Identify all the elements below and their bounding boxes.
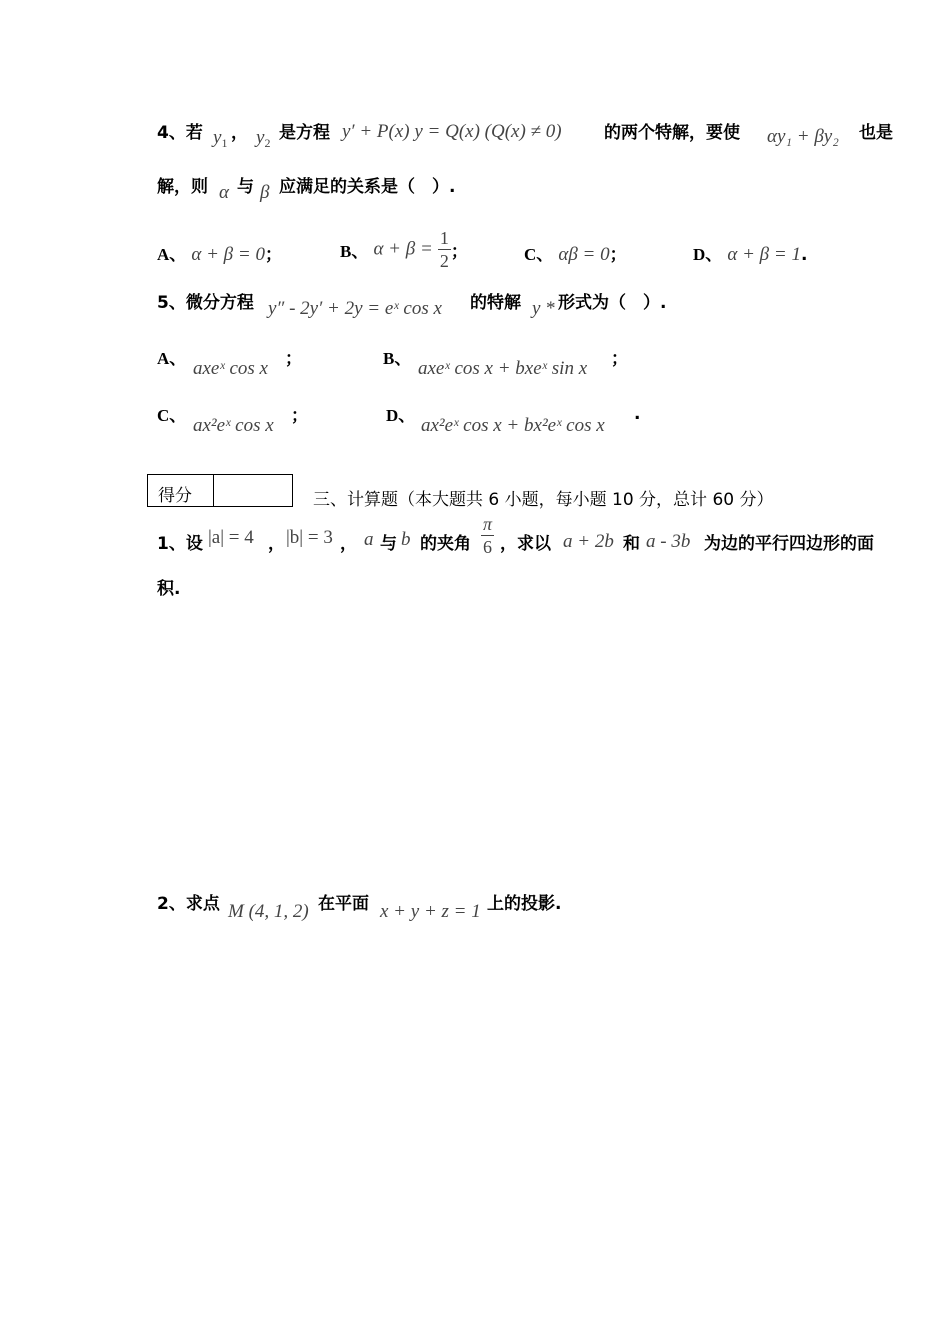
p2-suffix: 上的投影. (487, 894, 562, 914)
q5-option-d-label: D、 (386, 406, 416, 425)
p1-angle-fraction: $\frac{\pi}{6}$ (483, 514, 493, 557)
q4-y1: $y_1$ (213, 127, 228, 150)
q5-prefix: 5、微分方程 (157, 293, 254, 313)
q4-combo: αy₁ + βy₂ (767, 126, 839, 147)
p1-prefix: 1、设 (157, 534, 203, 554)
q4-line2-suffix: 应满足的关系是（ ）. (279, 177, 456, 197)
q4-equation: y′ + P(x) y = Q(x) (Q(x) ≠ 0) (342, 121, 562, 142)
q4-line2-prefix: 解，则 (157, 177, 208, 197)
p1-comma1: ， (268, 534, 285, 554)
p2-mid: 在平面 (318, 894, 369, 914)
q5-option-a-expr: axeˣ cos x (193, 358, 268, 379)
section-3-title: 三、计算题（本大题共 6 小题，每小题 10 分，总计 60 分） (313, 490, 774, 510)
q5-option-b-label: B、 (383, 349, 412, 368)
q4-option-a: A、 α + β = 0； (157, 244, 282, 265)
p1-vector-1: a + 2b (563, 531, 614, 552)
p1-comma2: ， (340, 534, 357, 554)
p1-a: a (364, 529, 374, 550)
q4-y2: $y_2$ (256, 127, 271, 150)
p2-prefix: 2、求点 (157, 894, 220, 914)
q5-option-d-end: . (634, 404, 641, 424)
q4-beta: β (260, 182, 270, 203)
q4-and: 与 (237, 177, 254, 197)
q5-option-b-end: ； (611, 349, 628, 369)
score-input-cell (214, 475, 292, 506)
p2-point: M (4, 1, 2) (228, 901, 309, 922)
p1-he: 和 (623, 534, 640, 554)
q4-alpha: α (219, 182, 229, 203)
q4-prefix: 4、若 (157, 123, 203, 143)
q5-ystar: y * (532, 298, 555, 319)
p1-tail: 为边的平行四边形的面 (704, 534, 874, 554)
q4-option-b-fraction: $\frac{1}{2}$ (439, 228, 449, 271)
p1-line2: 积. (157, 579, 181, 599)
q4-comma: ， (231, 123, 248, 143)
q5-equation: y″ - 2y′ + 2y = eˣ cos x (268, 298, 442, 319)
q5-option-c-end: ； (291, 406, 308, 426)
p1-angle-text: 的夹角 (420, 534, 471, 554)
p2-plane: x + y + z = 1 (380, 901, 481, 922)
p1-vector-2: a - 3b (646, 531, 691, 552)
q5-option-c-expr: ax²eˣ cos x (193, 415, 274, 436)
p1-and: 与 (380, 534, 397, 554)
q4-two-solutions: 的两个特解，要使 (604, 123, 740, 143)
q4-option-c: C、 αβ = 0； (524, 244, 627, 265)
q4-also: 也是 (859, 123, 893, 143)
q5-option-b-expr: axeˣ cos x + bxeˣ sin x (418, 358, 588, 379)
q4-is-equation: 是方程 (279, 123, 330, 143)
q4-option-b: B、 α + β = $\frac{1}{2}$ ； (340, 228, 468, 271)
p1-find: ，求以 (500, 534, 551, 554)
p1-b: b (401, 529, 411, 550)
q5-option-a-end: ； (285, 349, 302, 369)
score-label: 得分 (148, 475, 214, 506)
q5-option-d-expr: ax²eˣ cos x + bx²eˣ cos x (421, 415, 605, 436)
q5-option-a-label: A、 (157, 349, 187, 368)
q4-option-d: D、 α + β = 1. (693, 244, 808, 265)
score-box (147, 474, 293, 507)
q5-mid: 的特解 (470, 293, 521, 313)
q5-option-c-label: C、 (157, 406, 187, 425)
q5-suffix: 形式为（ ）. (558, 293, 667, 313)
p1-abs-b: |b| = 3 (286, 527, 333, 548)
q4-line1 (157, 118, 203, 143)
p1-abs-a: |a| = 4 (208, 527, 254, 548)
